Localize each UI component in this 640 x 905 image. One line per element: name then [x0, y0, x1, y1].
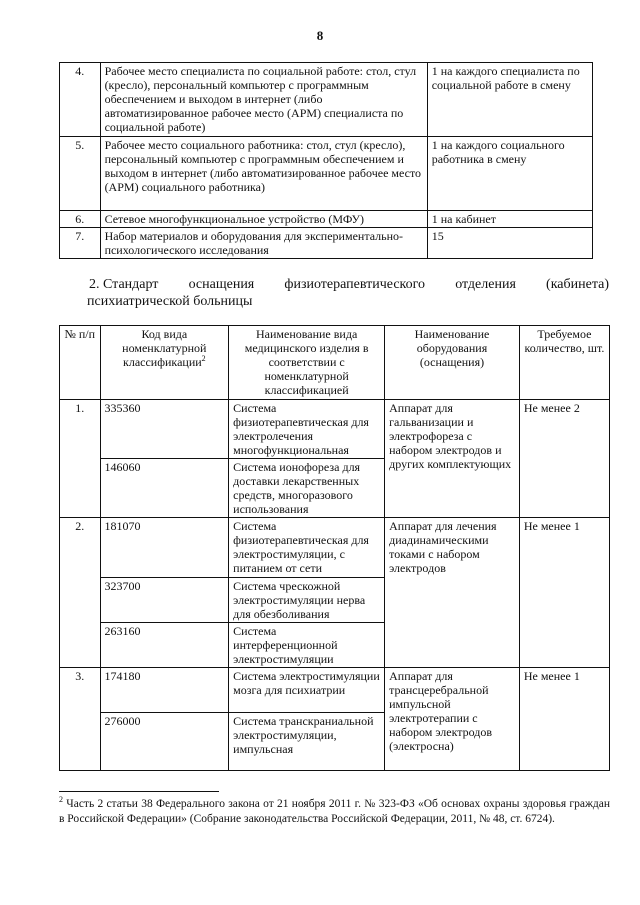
footnote: [59, 797, 610, 827]
item-quantity: 15: [427, 228, 592, 259]
heading-word: отделения: [455, 277, 516, 292]
header-name: Наименование вида медицинского изделия в соответствии с номенклатурной классификацией: [229, 326, 385, 400]
equipment-name: Аппарат для лечения диадинамическими токами с набором электродов: [385, 518, 520, 668]
table-row: [60, 400, 610, 459]
item-quantity: 1 на каждого социального работника в смену: [427, 137, 592, 211]
header-num: № п/п: [60, 326, 101, 400]
item-name: Система транскраниальной электростимуляции, импульсная: [229, 713, 385, 771]
header-quantity: Требуемое количество, шт.: [519, 326, 609, 400]
table-row: [60, 668, 610, 713]
item-name: Набор материалов и оборудования для экспериментально-психологического исследования: [100, 228, 427, 259]
table-header-row: [60, 326, 610, 400]
equipment-table-continued: [59, 62, 593, 259]
row-number: 1.: [60, 400, 101, 518]
row-number: 3.: [60, 668, 101, 771]
table-row: [60, 137, 593, 211]
table-row: [60, 518, 610, 578]
item-code: 181070: [100, 518, 229, 578]
item-name: Система электростимуляции мозга для психиатрии: [229, 668, 385, 713]
required-quantity: Не менее 2: [519, 400, 609, 518]
page-number: 8: [316, 28, 324, 43]
required-quantity: Не менее 1: [519, 518, 609, 668]
equipment-name: Аппарат для гальванизации и электрофореза с набором электродов и других комплектующих: [385, 400, 520, 518]
item-name: Система чрескожной электростимуляции нерва для обезболивания: [229, 578, 385, 623]
table-row: [60, 228, 593, 259]
item-code: 146060: [100, 459, 229, 518]
header-code: [100, 326, 229, 400]
heading-word: физиотерапевтического: [284, 277, 426, 292]
heading-word: (кабинета): [546, 277, 609, 292]
equipment-name: Аппарат для трансцеребральной импульсной электротерапии с набором электродов (электросна): [385, 668, 520, 771]
item-code: 276000: [100, 713, 229, 771]
required-quantity: Не менее 1: [519, 668, 609, 771]
item-name: Система физиотерапевтическая для электростимуляции, с питанием от сети: [229, 518, 385, 578]
physiotherapy-equipment-table: [59, 325, 610, 771]
footnote-divider: [59, 791, 219, 792]
item-name: Рабочее место социального работника: стол, стул (кресло), персональный компьютер с программным обеспечением и выходом в интернет (либо автоматизированное рабочее место (АРМ) социального работника): [100, 137, 427, 211]
heading-line-2: психиатрической больницы: [87, 294, 253, 309]
row-number: 4.: [60, 63, 101, 137]
table-row: [60, 63, 593, 137]
row-number: 5.: [60, 137, 101, 211]
item-name: Сетевое многофункциональное устройство (МФУ): [100, 211, 427, 228]
item-name: Рабочее место специалиста по социальной работе: стол, стул (кресло), персональный компьютер с программным обеспечением и выходом в интернет (либо автоматизированное рабочее место (АРМ) специалиста по социальной работе): [100, 63, 427, 137]
heading-word: 2. Стандарт: [89, 277, 159, 292]
item-name: Система физиотерапевтическая для электролечения многофункциональная: [229, 400, 385, 459]
row-number: 6.: [60, 211, 101, 228]
table-row: [60, 211, 593, 228]
header-equipment: Наименование оборудования (оснащения): [385, 326, 520, 400]
item-code: 263160: [100, 623, 229, 668]
item-code: 174180: [100, 668, 229, 713]
section-heading: [89, 276, 609, 310]
item-code: 323700: [100, 578, 229, 623]
item-name: Система интерференционной электростимуляции: [229, 623, 385, 668]
item-quantity: 1 на каждого специалиста по социальной работе в смену: [427, 63, 592, 137]
header-code-text: Код вида номенклатурной классификации: [122, 327, 207, 369]
footnote-text: Часть 2 статьи 38 Федерального закона от 21 ноября 2011 г. № 323-ФЗ «Об основах охраны здоровья граждан в Российской Федерации» (Собрание законодательства Российской Федерации, 2011, № 48, ст. 6724).: [59, 798, 610, 825]
row-number: 7.: [60, 228, 101, 259]
footnote-marker: 2: [201, 354, 206, 363]
row-number: 2.: [60, 518, 101, 668]
heading-word: оснащения: [188, 277, 255, 292]
item-quantity: 1 на кабинет: [427, 211, 592, 228]
item-code: 335360: [100, 400, 229, 459]
item-name: Система ионофореза для доставки лекарственных средств, многоразового использования: [229, 459, 385, 518]
footnote-marker: 2: [59, 795, 63, 805]
